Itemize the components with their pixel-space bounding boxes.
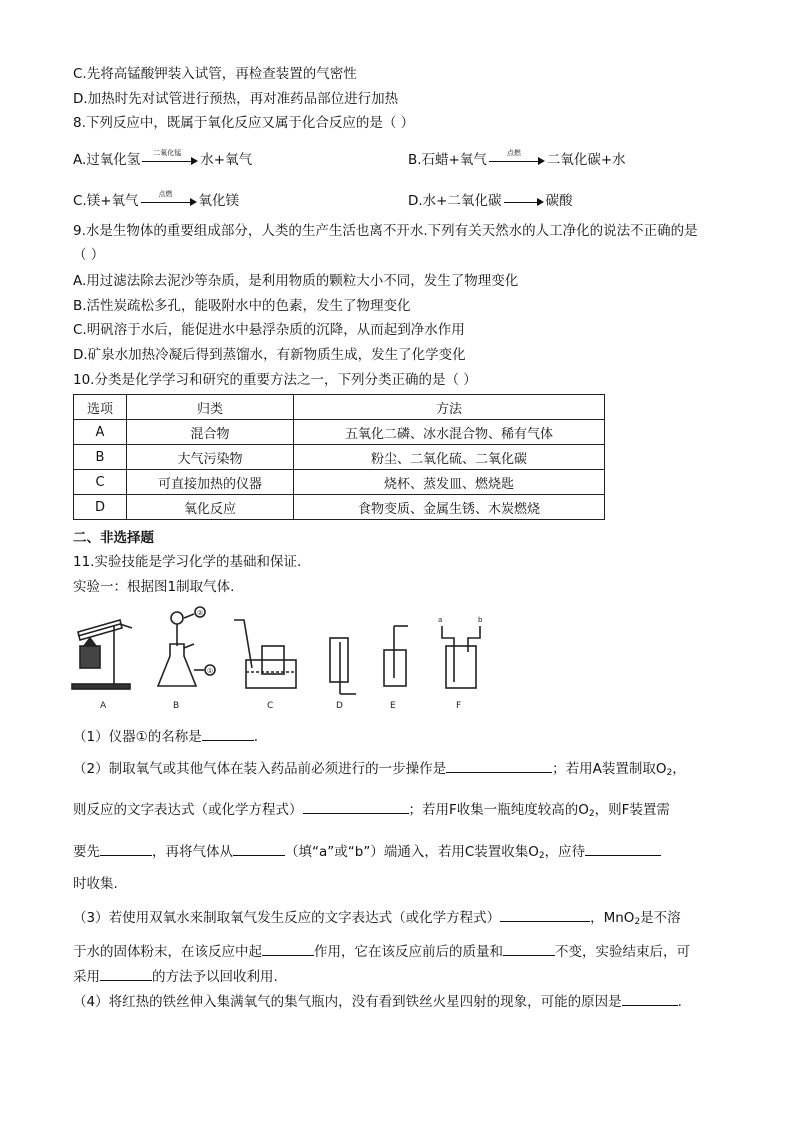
question-11-part-3-line3: 采用 的方法予以回收利用. [73,966,278,987]
question-11-part-2-line2: 则反应的文字表达式（或化学方程式） ；若用F收集一瓶纯度较高的$O_2$，则F装置需 [73,799,670,824]
q9-option-a: A.用过滤法除去泥沙等杂质，是利用物质的颗粒大小不同，发生了物理变化 [73,273,519,289]
answer-blank[interactable] [262,941,314,956]
svg-text:b: b [478,616,483,624]
svg-text:②: ② [197,609,204,617]
reaction-arrow: 二氧化锰 [142,153,198,167]
q8-option-d: D.水+二氧化碳 碳酸 [408,193,573,209]
question-11-part-2: （2）制取氧气或其他气体在装入药品前必须进行的一步操作是 ；若用A装置制取$O_2$， [73,758,686,783]
answer-blank[interactable] [503,941,555,956]
question-11-part-3-line2: 于水的固体粉末，在该反应中起 作用，它在该反应前后的质量和 不变，实验结束后，可 [73,941,690,962]
reaction-arrow: 点燃 [141,194,197,208]
apparatus-f [442,626,480,688]
option-d-prev: D.加热时先对试管进行预热，再对准药品部位进行加热 [73,91,399,107]
svg-text:①: ① [207,667,214,675]
section-title: 二、非选择题 [73,530,154,546]
answer-blank[interactable] [585,841,661,856]
q8-option-a: A.过氧化氢 二氧化锰 水+氧气 [73,149,253,168]
answer-blank[interactable] [202,726,254,741]
answer-blank[interactable] [622,991,678,1006]
q9-option-d: D.矿泉水加热冷凝后得到蒸馏水，有新物质生成，发生了化学变化 [73,347,466,363]
table-header-row [74,395,605,420]
apparatus-d [330,638,356,694]
option-c-prev: C.先将高锰酸钾装入试管，再检查装置的气密性 [73,66,357,82]
question-11-part-3: （3）若使用双氧水来制取氧气发生反应的文字表达式（或化学方程式） ，MnO$_2$是不溶 [73,907,681,932]
q9-option-b: B.活性炭疏松多孔，能吸附水中的色素，发生了物理变化 [73,298,411,314]
classification-table [73,394,605,520]
answer-blank[interactable] [446,758,552,773]
label-e: E [390,701,396,711]
table-row: D 氧化反应 食物变质、金属生锈、木炭燃烧 [74,495,605,520]
question-9: 9.水是生物体的重要组成部分，人类的生产生活也离不开水.下列有关天然水的人工净化的说法不正确的是 [73,223,698,239]
answer-blank[interactable] [233,841,285,856]
apparatus-a [72,620,132,689]
label-c: C [267,701,274,711]
question-10: 10.分类是化学学习和研究的重要方法之一，下列分类正确的是（ ） [73,372,477,388]
answer-blank[interactable] [303,799,409,814]
table-row: B 大气污染物 粉尘、二氧化硫、二氧化碳 [74,445,605,470]
table-row: C 可直接加热的仪器 烧杯、蒸发皿、燃烧匙 [74,470,605,495]
apparatus-e [384,626,408,686]
table-header: 归类 [127,395,294,420]
experiment-1: 实验一：根据图1制取气体. [73,579,235,595]
answer-blank[interactable] [500,907,590,922]
question-11-part-4: （4）将红热的铁丝伸入集满氧气的集气瓶内，没有看到铁丝火星四射的现象，可能的原因是 . [73,991,682,1012]
table-header: 选项 [74,395,127,420]
question-8: 8.下列反应中，既属于氧化反应又属于化合反应的是（ ） [73,115,415,131]
apparatus-c [234,620,296,688]
reaction-arrow [504,194,544,208]
question-11-part-2-line4: 时收集. [73,876,118,892]
q9-option-c: C.明矾溶于水后，能促进水中悬浮杂质的沉降，从而起到净水作用 [73,322,465,338]
reaction-arrow: 点燃 [489,153,545,167]
apparatus-figure [70,606,510,716]
question-11-part-2-line3: 要先 ，再将气体从 （填“a”或“b”）端通入，若用C装置收集$O_2$，应待 [73,841,661,866]
question-11: 11.实验技能是学习化学的基础和保证. [73,554,302,570]
svg-text:a: a [438,616,443,624]
label-a: A [100,701,107,711]
q8-option-b: B.石蜡+氧气 点燃 二氧化碳+水 [408,149,626,168]
label-f: F [456,701,462,711]
question-11-part-1: （1）仪器①的名称是 . [73,726,258,747]
label-b: B [173,701,180,711]
answer-blank[interactable] [100,966,152,981]
q8-option-c: C.镁+氧气 点燃 氧化镁 [73,190,240,209]
answer-blank[interactable] [100,841,152,856]
table-header: 方法 [294,395,605,420]
question-9-paren: （ ） [73,247,105,263]
label-d: D [336,701,343,711]
table-row: A 混合物 五氧化二磷、冰水混合物、稀有气体 [74,420,605,445]
